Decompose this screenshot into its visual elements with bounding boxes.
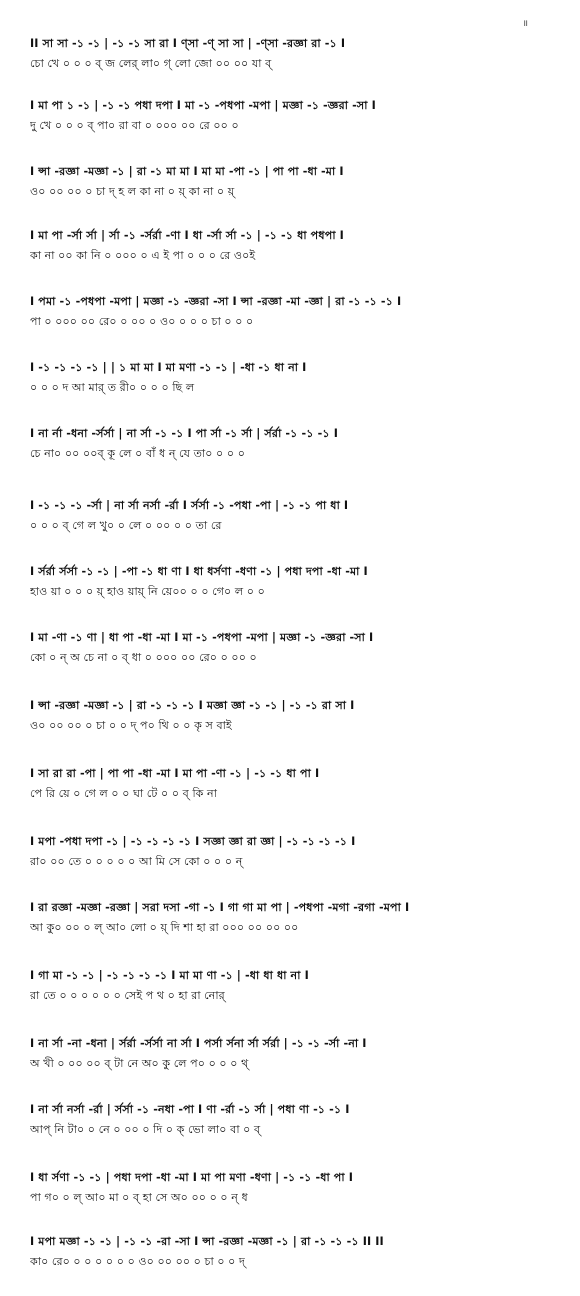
swara-line: I -১ -১ -১ -র্সা | না র্সা নর্সা -র্রা I র্সর্সা -১ -পধা -পা | -১ -১ পা ধা I <box>30 499 349 512</box>
lyrics-line: কা না ০০ কা নি ০ ০০০ ০ এ ই পা ০ ০ ০ রে ও০ই <box>30 249 256 262</box>
corner-mark: ॥ <box>522 19 528 29</box>
lyrics-line: ও০ ০০ ০০ ০ চা দ্ হ ল কা না ০ য়্ কা না ০ য়্ <box>30 185 235 198</box>
swara-line: I গা মা -১ -১ | -১ -১ -১ -১ I মা মা ণা -১ | -ধা ধা ধা না I <box>30 969 309 982</box>
lyrics-line: কা০ রে০ ০ ০ ০ ০ ০ ০ ও০ ০০ ০০ ০ চা ০ ০ দ্ <box>30 1255 245 1268</box>
notation-system <box>30 832 555 872</box>
notation-system <box>30 1232 555 1272</box>
swara-line: I ন্সা -রজ্ঞা -মজ্ঞা -১ | রা -১ -১ -১ I মজ্ঞা জ্ঞা -১ -১ | -১ -১ রা সা I <box>30 699 355 712</box>
swara-line: I না র্না -ধনা -র্সর্সা | না র্সা -১ -১ I পা র্সা -১ র্সা | র্সর্রা -১ -১ -১ I <box>30 427 338 440</box>
notation-system <box>30 1168 555 1208</box>
lyrics-line: চো খে ০ ০ ০ ব্ জ লের্ লা০ গ্ লো জো ০০ ০০ যা ব্ <box>30 57 272 70</box>
notation-system <box>30 96 555 136</box>
swara-line: I ধা র্সণা -১ -১ | পধা দপা -ধা -মা I মা পা মণা -ধণা | -১ -১ -ধা পা I <box>30 1171 353 1184</box>
swara-line: I ন্সা -রজ্ঞা -মজ্ঞা -১ | রা -১ মা মা I মা মা -পা -১ | পা পা -ধা -মা I <box>30 165 344 178</box>
lyrics-line: চে না০ ০০ ০০ব্ কূ লে ০ বাঁ ধ ন্ যে তা০ ০ ০ ০ <box>30 447 245 460</box>
swara-line: I মপা মজ্ঞা -১ -১ | -১ -১ -রা -সা I ন্সা -রজ্ঞা -মজ্ঞা -১ | রা -১ -১ -১ II II <box>30 1235 384 1248</box>
notation-system <box>30 1100 555 1140</box>
swara-line: I র্সর্রা র্সর্সা -১ -১ | -পা -১ ধা ণা I ধা ধর্সণা -ধণা -১ | পধা দপা -ধা -মা I <box>30 565 368 578</box>
notation-system <box>30 966 555 1006</box>
lyrics-line: কো ০ ন্ অ চে না ০ ব্ ধা ০ ০০০ ০০ রে০ ০ ০০ ০ <box>30 651 257 664</box>
swara-line: I মা পা ১ -১ | -১ -১ পধা দপা I মা -১ -পধপা -মপা | মজ্ঞা -১ -জ্ঞরা -সা I <box>30 99 376 112</box>
lyrics-line: পা গ০ ০ ল্ আ০ মা ০ ব্ হা সে অ০ ০০ ০ ০ ন্ ধ <box>30 1191 248 1204</box>
swara-line: I মপা -পধা দপা -১ | -১ -১ -১ -১ I সজ্ঞা জ্ঞা রা জ্ঞা | -১ -১ -১ -১ I <box>30 835 356 848</box>
notation-system <box>30 562 555 602</box>
lyrics-line: অ খী ০ ০০ ০০ ব্ টা নে অ০ কু লে প০ ০ ০ ০ থ্ <box>30 1057 249 1070</box>
lyrics-line: দু খে ০ ০ ০ ব্ পা০ রা বা ০ ০০০ ০০ রে ০০ ০ <box>30 119 239 132</box>
lyrics-line: হাও য়া ০ ০ ০ য়্ হাও য়ায়্ নি য়ে০০ ০ ০ গে০ ল ০ ০ <box>30 585 265 598</box>
notation-system <box>30 496 555 536</box>
swara-line: I রা রজ্ঞা -মজ্ঞা -রজ্ঞা | সরা দসা -গা -১ I গা গা মা পা | -পধপা -মগা -রগা -মপা I <box>30 901 410 914</box>
notation-system <box>30 898 555 938</box>
notation-system <box>30 628 555 668</box>
lyrics-line: ০ ০ ০ ব্ গে ল খু০ ০ লে ০ ০০ ০ ০ তা রে <box>30 519 222 532</box>
notation-system <box>30 424 555 464</box>
notation-system <box>30 1034 555 1074</box>
swara-line: II সা সা -১ -১ | -১ -১ সা রা I ণ্সা -ণ্ সা সা | -ণ্সা -রজ্ঞা রা -১ I <box>30 37 346 50</box>
notation-system <box>30 358 555 398</box>
notation-system <box>30 292 555 332</box>
swara-line: I -১ -১ -১ -১ | | ১ মা মা I মা মণা -১ -১ | -ধা -১ ধা না I <box>30 361 307 374</box>
lyrics-line: ০ ০ ০ দ আ মার্ ত রী০ ০ ০ ০ ছি ল <box>30 381 195 394</box>
lyrics-line: আপ্ নি টা০ ০ নে ০ ০০ ০ দি ০ ক্ ভো লা০ বা ০ ব্ <box>30 1123 261 1136</box>
swara-line: I সা রা রা -পা | পা পা -ধা -মা I মা পা -ণা -১ | -১ -১ ধা পা I <box>30 767 320 780</box>
lyrics-line: ও০ ০০ ০০ ০ চা ০ ০ দ্ প০ থি ০ ০ কৃ স বাই <box>30 719 232 732</box>
swara-line: I মা পা -র্সা র্সা | র্সা -১ -র্সর্রা -ণা I ধা -র্সা র্সা -১ | -১ -১ ধা পধপা I <box>30 229 344 242</box>
notation-system <box>30 764 555 804</box>
lyrics-line: পে রি য়ে ০ গে ল ০ ০ ঘা টে ০ ০ ব্ কি না <box>30 787 217 800</box>
swara-line: I মা -ণা -১ ণা | ধা পা -ধা -মা I মা -১ -পধপা -মপা | মজ্ঞা -১ -জ্ঞরা -সা I <box>30 631 374 644</box>
lyrics-line: পা ০ ০০০ ০০ রে০ ০ ০০ ০ ও০ ০ ০ ০ চা ০ ০ ০ <box>30 315 254 328</box>
swara-line: I না র্সা -না -ধনা | র্সর্রা -র্সর্সা না র্সা I পর্সা র্সনা র্সা র্সর্রা | -১ -১ -র্সা -না I <box>30 1037 367 1050</box>
lyrics-line: আ কু০ ০০ ০ ল্ আ০ লো ০ য়্ দি শা হা রা ০০০ ০০ ০০ ০০ <box>30 921 299 934</box>
lyrics-line: রা০ ০০ তে ০ ০ ০ ০ ০ আ মি সে কো ০ ০ ০ ন্ <box>30 855 243 868</box>
notation-system <box>30 696 555 736</box>
swara-line: I না র্সা নর্সা -র্রা | র্সর্সা -১ -নধা -পা I ণা -র্রা -১ র্সা | পধা ণা -১ -১ I <box>30 1103 350 1116</box>
notation-system <box>30 34 555 74</box>
swara-line: I পমা -১ -পধপা -মপা | মজ্ঞা -১ -জ্ঞরা -সা I ন্সা -রজ্ঞা -মা -জ্ঞা | রা -১ -১ -১ I <box>30 295 402 308</box>
notation-system <box>30 226 555 266</box>
lyrics-line: রা তে ০ ০ ০ ০ ০ ০ সেই প থ ০ হা রা নোর্ <box>30 989 225 1002</box>
notation-system <box>30 162 555 202</box>
